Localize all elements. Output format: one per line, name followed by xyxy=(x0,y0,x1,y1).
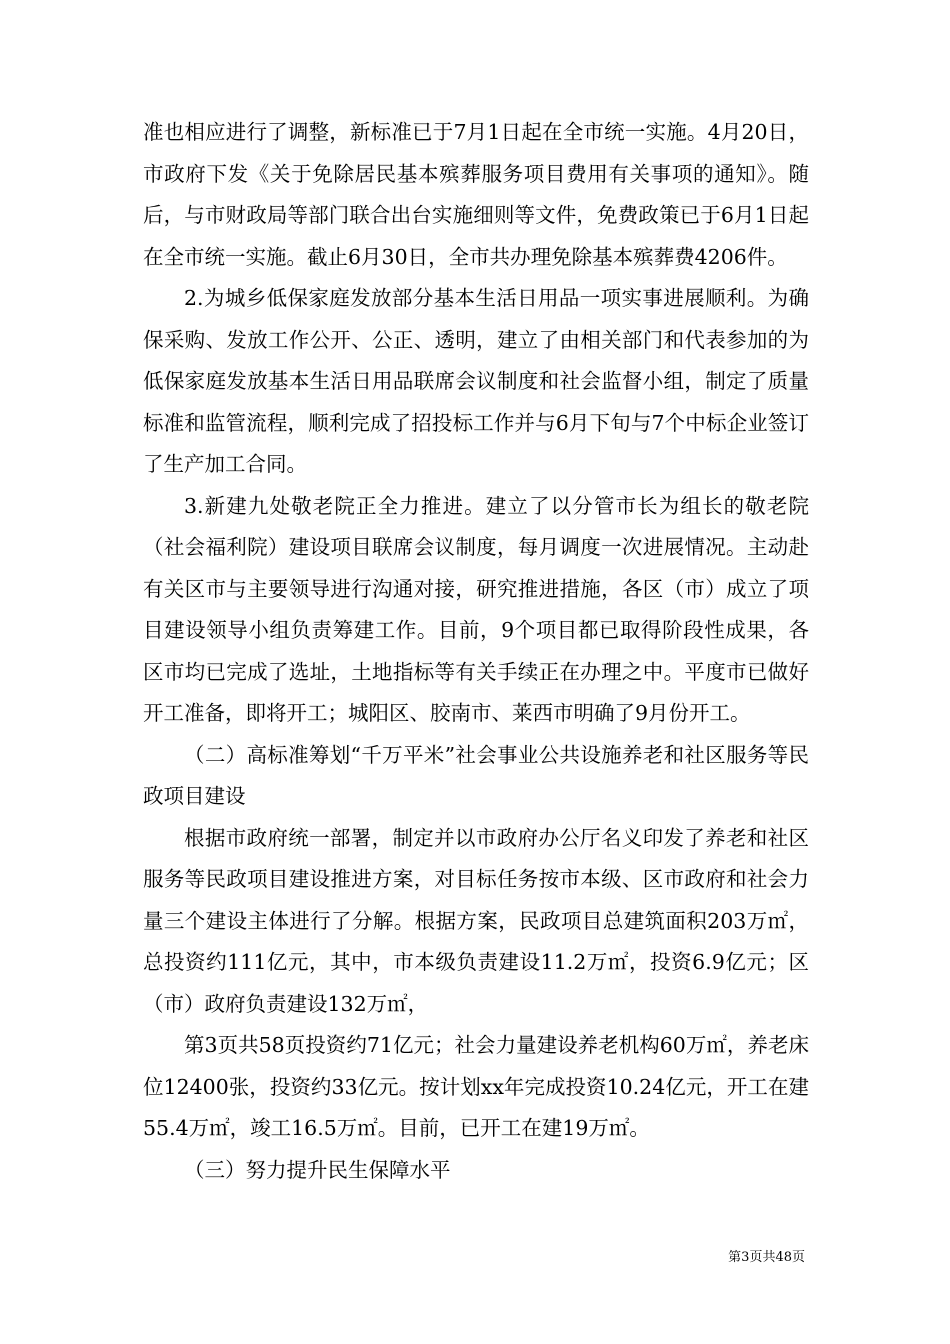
document-body xyxy=(143,112,809,1191)
page-number-footer: 第3页共48页 xyxy=(728,1250,805,1265)
paragraph-funeral-fees: 准也相应进行了调整，新标准已于7月1日起在全市统一实施。4月20日，市政府下发《关于免除居民基本殡葬服务项目费用有关事项的通知》。随后，与市财政局等部门联合出台实施细则等文件，免费政策已于6月1日起在全市统一实施。截止6月30日，全市共办理免除基本殡葬费4206件。 xyxy=(143,120,809,269)
paragraph-investment: 第3页共58页投资约71亿元；社会力量建设养老机构60万㎡，养老床位12400张，投资约33亿元。按计划xx年完成投资10.24亿元，开工在建55.4万㎡，竣工16.5万㎡。目前，已开工在建19万㎡。 xyxy=(143,1033,809,1140)
section-heading-3: （三）努力提升民生保障水平 xyxy=(184,1157,451,1182)
paragraph-daily-goods: 2.为城乡低保家庭发放部分基本生活日用品一项实事进展顺利。为确保采购、发放工作公开、公正、透明，建立了由相关部门和代表参加的为低保家庭发放基本生活日用品联席会议制度和社会监督小组，制定了质量标准和监管流程，顺利完成了招投标工作并与6月下旬与7个中标企业签订了生产加工合同。 xyxy=(143,286,809,476)
paragraph-nursing-homes: 3.新建九处敬老院正全力推进。建立了以分管市长为组长的敬老院（社会福利院）建设项目联席会议制度，每月调度一次进展情况。主动赴有关区市与主要领导进行沟通对接，研究推进措施，各区（市）成立了项目建设领导小组负责筹建工作。目前，9个项目都已取得阶段性成果，各区市均已完成了选址，土地指标等有关手续正在办理之中。平度市已做好开工准备，即将开工；城阳区、胶南市、莱西市明确了9月份开工。 xyxy=(143,493,809,725)
paragraph-project-plan: 根据市政府统一部署，制定并以市政府办公厅名义印发了养老和社区服务等民政项目建设推进方案，对目标任务按市本级、区市政府和社会力量三个建设主体进行了分解。根据方案，民政项目总建筑面积203万㎡，总投资约111亿元，其中，市本级负责建设11.2万㎡，投资6.9亿元；区（市）政府负责建设132万㎡， xyxy=(143,825,809,1016)
section-heading-2: （二）高标准筹划“千万平米”社会事业公共设施养老和社区服务等民政项目建设 xyxy=(143,742,809,808)
